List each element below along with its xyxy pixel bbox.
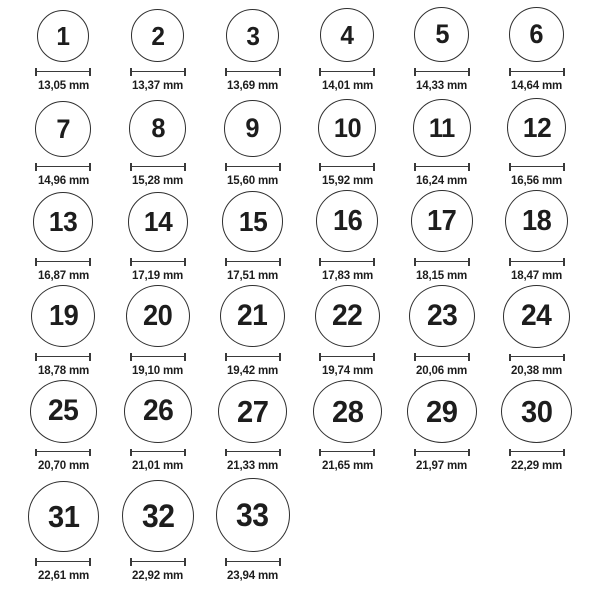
ring-size-cell xyxy=(205,0,300,95)
diameter-measure-line xyxy=(319,258,375,266)
diameter-label: 23,94 mm xyxy=(227,568,279,582)
diameter-measure-line xyxy=(509,354,565,361)
ring-circle xyxy=(35,101,91,157)
ring-size-number: 7 xyxy=(56,113,71,144)
ring-circle xyxy=(126,285,190,347)
ring-circle xyxy=(316,190,378,252)
ring-size-cell xyxy=(489,190,584,285)
ring-size-cell xyxy=(111,475,206,600)
ring-circle xyxy=(320,8,374,62)
ring-size-cell xyxy=(111,95,206,190)
ring-size-number: 8 xyxy=(151,113,165,143)
ring-size-number: 20 xyxy=(143,299,173,332)
diameter-label: 20,70 mm xyxy=(37,458,89,472)
ring-size-number: 19 xyxy=(48,299,79,332)
diameter-label: 21,65 mm xyxy=(321,458,373,472)
ring-size-cell xyxy=(16,95,111,190)
ring-size-number: 1 xyxy=(56,21,70,51)
ring-size-number: 13 xyxy=(49,206,78,237)
ring-size-number: 25 xyxy=(48,394,79,428)
ring-size-cell xyxy=(489,95,584,190)
ring-circle xyxy=(507,98,566,157)
diameter-measure-line xyxy=(35,353,91,361)
ring-size-number: 28 xyxy=(331,393,364,429)
diameter-measure-line xyxy=(414,163,470,171)
ring-size-cell xyxy=(395,95,490,190)
ring-size-cell xyxy=(205,190,300,285)
diameter-label: 22,29 mm xyxy=(511,458,563,472)
ring-size-cell xyxy=(111,380,206,475)
diameter-label: 14,33 mm xyxy=(416,78,468,92)
ring-circle xyxy=(413,99,471,157)
ring-size-cell xyxy=(111,190,206,285)
diameter-measure-line xyxy=(225,353,281,361)
ring-size-cell xyxy=(300,190,395,285)
diameter-measure-line xyxy=(35,558,91,566)
diameter-label: 13,69 mm xyxy=(227,78,279,92)
ring-circle xyxy=(501,380,572,443)
diameter-label: 21,33 mm xyxy=(227,458,279,472)
ring-circle xyxy=(407,380,477,443)
ring-size-number: 18 xyxy=(521,204,552,237)
diameter-measure-line xyxy=(35,163,91,171)
diameter-measure-line xyxy=(509,258,565,266)
ring-circle xyxy=(33,192,93,252)
ring-circle xyxy=(313,380,382,443)
ring-circle xyxy=(129,100,186,157)
ring-circle xyxy=(409,285,475,347)
diameter-label: 13,37 mm xyxy=(132,78,184,92)
ring-circle xyxy=(224,100,281,157)
ring-size-number: 12 xyxy=(522,111,551,143)
diameter-measure-line xyxy=(414,449,470,456)
diameter-label: 14,96 mm xyxy=(37,173,89,187)
ring-size-cell xyxy=(395,380,490,475)
diameter-measure-line xyxy=(225,68,281,76)
diameter-measure-line xyxy=(414,353,470,361)
ring-circle xyxy=(318,99,376,157)
diameter-measure-line xyxy=(130,258,186,266)
diameter-label: 21,01 mm xyxy=(132,458,184,472)
ring-size-cell xyxy=(300,380,395,475)
ring-size-number: 10 xyxy=(333,112,361,143)
ring-circle xyxy=(131,9,184,62)
ring-circle xyxy=(315,285,380,347)
ring-circle xyxy=(509,7,564,62)
ring-size-cell xyxy=(395,0,490,95)
ring-size-cell xyxy=(489,0,584,95)
ring-circle xyxy=(503,285,570,348)
ring-circle xyxy=(122,480,194,552)
ring-size-cell xyxy=(205,285,300,380)
diameter-measure-line xyxy=(225,163,281,171)
ring-size-number: 17 xyxy=(427,204,457,237)
ring-size-number: 33 xyxy=(236,497,269,533)
ring-size-number: 11 xyxy=(429,112,455,143)
ring-size-number: 6 xyxy=(529,19,544,49)
ring-size-cell xyxy=(205,475,300,600)
ring-size-number: 4 xyxy=(340,20,354,50)
diameter-label: 20,38 mm xyxy=(511,363,563,377)
ring-size-number: 29 xyxy=(426,393,458,429)
diameter-measure-line xyxy=(414,68,470,76)
ring-size-cell xyxy=(300,95,395,190)
diameter-measure-line xyxy=(35,258,91,266)
diameter-label: 22,61 mm xyxy=(37,568,89,582)
diameter-measure-line xyxy=(35,68,91,76)
diameter-measure-line xyxy=(225,558,281,566)
diameter-label: 14,64 mm xyxy=(511,78,563,92)
ring-size-cell xyxy=(16,380,111,475)
diameter-measure-line xyxy=(319,449,375,456)
ring-size-cell xyxy=(16,285,111,380)
ring-size-cell xyxy=(489,285,584,380)
ring-size-cell xyxy=(205,380,300,475)
diameter-label: 13,05 mm xyxy=(37,78,89,92)
ring-size-cell xyxy=(111,285,206,380)
ring-size-number: 23 xyxy=(426,299,458,333)
ring-size-cell xyxy=(16,475,111,600)
diameter-label: 19,74 mm xyxy=(321,363,373,377)
ring-size-number: 9 xyxy=(245,113,260,143)
diameter-label: 16,56 mm xyxy=(511,173,563,187)
diameter-label: 15,92 mm xyxy=(321,173,373,187)
diameter-label: 16,87 mm xyxy=(37,268,89,282)
ring-circle xyxy=(128,192,188,252)
ring-size-number: 21 xyxy=(237,299,268,333)
diameter-measure-line xyxy=(225,449,281,456)
diameter-label: 14,01 mm xyxy=(321,78,373,92)
diameter-measure-line xyxy=(225,258,281,266)
ring-size-cell xyxy=(300,285,395,380)
diameter-label: 15,28 mm xyxy=(132,173,184,187)
diameter-label: 22,92 mm xyxy=(132,568,184,582)
diameter-label: 17,83 mm xyxy=(321,268,373,282)
ring-size-cell xyxy=(16,0,111,95)
ring-circle xyxy=(226,9,279,62)
diameter-measure-line xyxy=(130,163,186,171)
ring-circle xyxy=(37,10,89,62)
ring-size-number: 5 xyxy=(435,19,449,49)
diameter-measure-line xyxy=(509,449,565,456)
diameter-label: 21,97 mm xyxy=(416,458,468,472)
diameter-label: 18,47 mm xyxy=(511,268,563,282)
ring-circle xyxy=(505,190,568,252)
ring-size-number: 3 xyxy=(246,20,260,51)
ring-size-number: 32 xyxy=(141,498,175,534)
ring-size-number: 26 xyxy=(142,394,174,428)
diameter-measure-line xyxy=(130,449,186,456)
ring-size-number: 16 xyxy=(332,204,362,237)
diameter-label: 17,19 mm xyxy=(132,268,184,282)
ring-circle xyxy=(222,191,283,252)
ring-circle xyxy=(28,481,99,552)
diameter-measure-line xyxy=(414,258,470,266)
ring-circle xyxy=(30,380,97,443)
diameter-label: 18,15 mm xyxy=(416,268,468,282)
ring-size-cell xyxy=(300,0,395,95)
ring-circle xyxy=(216,478,290,552)
ring-size-cell xyxy=(489,380,584,475)
diameter-measure-line xyxy=(509,68,565,76)
ring-size-number: 22 xyxy=(332,299,363,333)
ring-size-cell xyxy=(395,285,490,380)
diameter-measure-line xyxy=(35,449,91,456)
ring-size-cell xyxy=(16,190,111,285)
ring-circle xyxy=(220,285,285,347)
ring-size-number: 15 xyxy=(238,205,267,237)
diameter-label: 17,51 mm xyxy=(227,268,279,282)
ring-size-number: 2 xyxy=(151,20,165,51)
ring-size-cell xyxy=(205,95,300,190)
diameter-measure-line xyxy=(319,68,375,76)
ring-size-number: 31 xyxy=(47,499,80,534)
ring-size-number: 27 xyxy=(236,393,269,429)
diameter-measure-line xyxy=(319,353,375,361)
ring-size-number: 30 xyxy=(520,393,553,429)
diameter-label: 19,42 mm xyxy=(227,363,279,377)
diameter-measure-line xyxy=(509,163,565,171)
diameter-measure-line xyxy=(319,163,375,171)
diameter-label: 15,60 mm xyxy=(227,173,279,187)
ring-circle xyxy=(124,380,192,443)
diameter-measure-line xyxy=(130,558,186,566)
ring-circle xyxy=(411,190,473,252)
diameter-label: 20,06 mm xyxy=(416,363,468,377)
diameter-measure-line xyxy=(130,68,186,76)
ring-circle xyxy=(31,285,95,347)
ring-size-cell xyxy=(395,190,490,285)
ring-size-cell xyxy=(111,0,206,95)
diameter-label: 16,24 mm xyxy=(416,173,468,187)
ring-circle xyxy=(218,380,287,443)
ring-size-number: 24 xyxy=(521,299,552,333)
diameter-label: 18,78 mm xyxy=(37,363,89,377)
ring-size-number: 14 xyxy=(143,206,173,237)
diameter-measure-line xyxy=(130,353,186,361)
ring-circle xyxy=(414,7,469,62)
diameter-label: 19,10 mm xyxy=(132,363,184,377)
